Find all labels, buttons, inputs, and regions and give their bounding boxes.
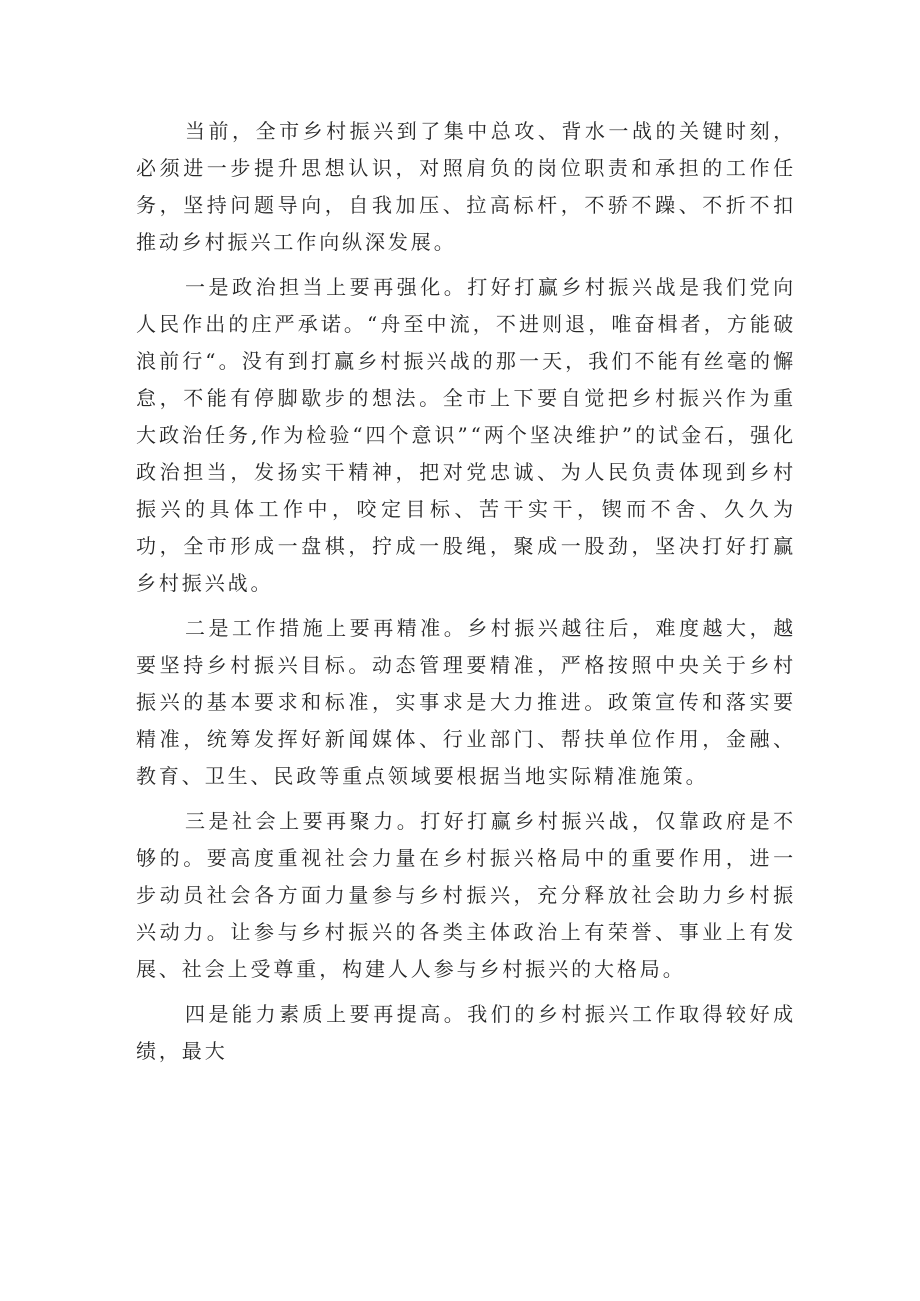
paragraph-capability: 四是能力素质上要再提高。我们的乡村振兴工作取得较好成绩，最大 [136,1002,796,1063]
paragraph-work-measures: 二是工作措施上要再精准。乡村振兴越往后，难度越大，越要坚持乡村振兴目标。动态管理要精准，严格按照中央关于乡村振兴的基本要求和标准，实事求是大力推进。政策宣传和落实要精准，统筹发挥好新闻媒体、行业部门、帮扶单位作用，金融、教育、卫生、民政等重点领域要根据当地实际精准施策。 [136,616,796,788]
paragraph-social-efforts: 三是社会上要再聚力。打好打赢乡村振兴战，仅靠政府是不够的。要高度重视社会力量在乡村振兴格局中的重要作用，进一步动员社会各方面力量参与乡村振兴，充分释放社会助力乡村振兴动力。让参与乡村振兴的各类主体政治上有荣誉、事业上有发展、社会上受尊重，构建人人参与乡村振兴的大格局。 [136,809,796,981]
paragraph-political-responsibility: 一是政治担当上要再强化。打好打赢乡村振兴战是我们党向人民作出的庄严承诺。“舟至中流，不进则退，唯奋楫者，方能破浪前行“。没有到打赢乡村振兴战的那一天，我们不能有丝毫的懈怠，不能有停脚歇步的想法。全市上下要自觉把乡村振兴作为重大政治任务,作为检验“四个意识”“两个坚决维护”的试金石，强化政治担当，发扬实干精神，把对党忠诚、为人民负责体现到乡村振兴的具体工作中，咬定目标、苦干实干，锲而不舍、久久为功，全市形成一盘棋，拧成一股绳，聚成一股劲，坚决打好打赢乡村振兴战。 [136,275,796,595]
document-body [136,113,796,1070]
paragraph-intro: 当前，全市乡村振兴到了集中总攻、背水一战的关键时刻，必须进一步提升思想认识，对照肩负的岗位职责和承担的工作任务，坚持问题导向，自我加压、拉高标杆，不骄不躁、不折不扣推动乡村振兴工作向纵深发展。 [136,119,796,254]
